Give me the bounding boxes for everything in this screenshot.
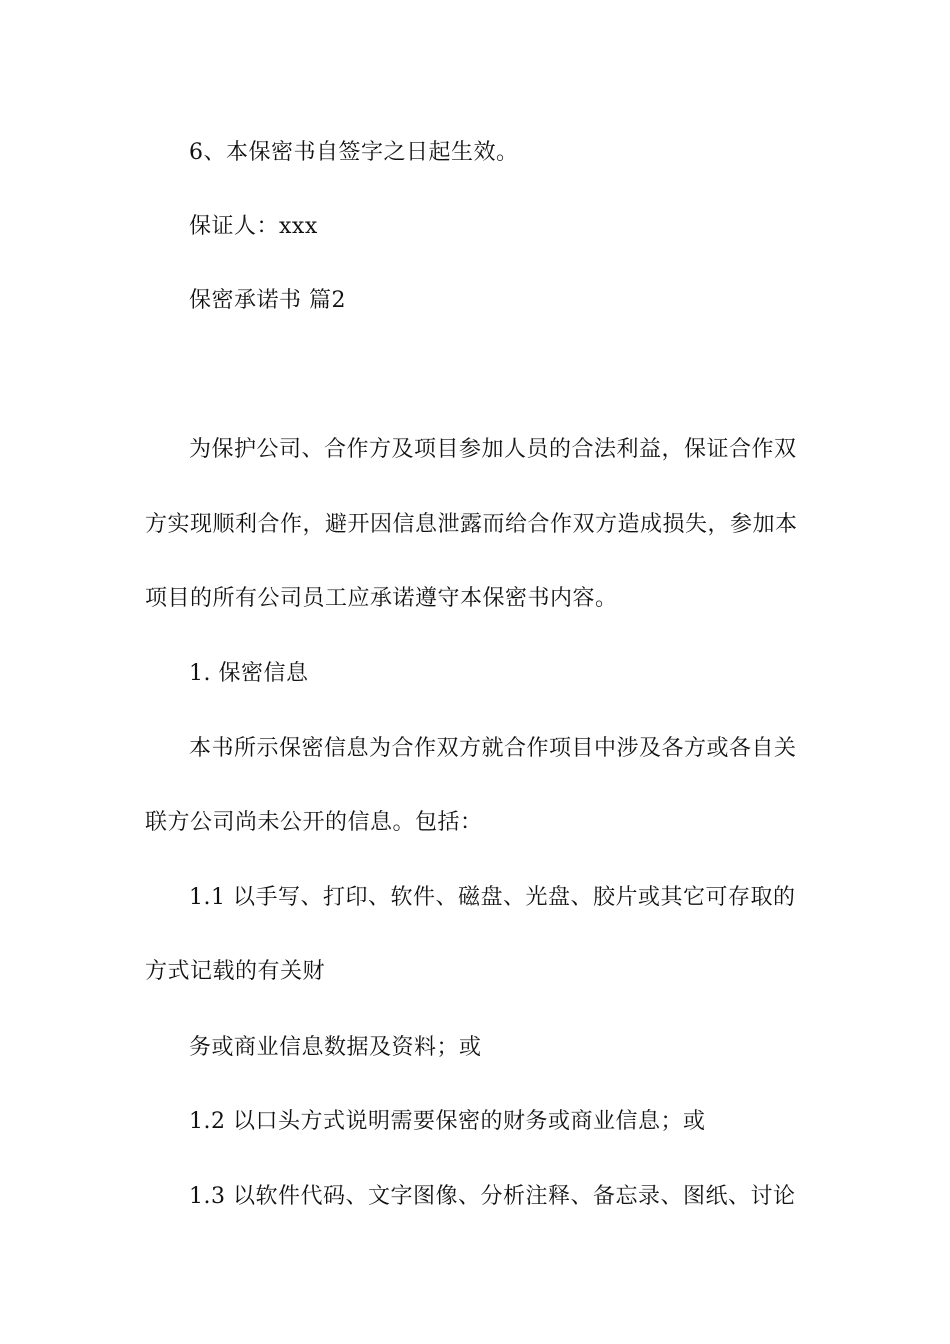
paragraph-line: 联方公司尚未公开的信息。包括： — [145, 810, 483, 835]
guarantor-line: 保证人：xxx — [189, 214, 318, 239]
section-title: 保密承诺书 篇2 — [189, 288, 346, 313]
paragraph-line: 项目的所有公司员工应承诺遵守本保密书内容。 — [145, 586, 618, 611]
paragraph-line: 方式记载的有关财 — [145, 959, 326, 984]
list-item-1-2: 1.2 以口头方式说明需要保密的财务或商业信息；或 — [189, 1109, 706, 1134]
paragraph-line: 务或商业信息数据及资料；或 — [189, 1035, 482, 1060]
clause-6-effective: 6、本保密书自签字之日起生效。 — [189, 140, 519, 165]
paragraph-line: 方实现顺利合作，避开因信息泄露而给合作双方造成损失，参加本 — [145, 512, 798, 537]
paragraph-line: 本书所示保密信息为合作双方就合作项目中涉及各方或各自关 — [189, 736, 797, 761]
list-item-1-1: 1.1 以手写、打印、软件、磁盘、光盘、胶片或其它可存取的 — [189, 885, 796, 910]
list-item-1-3: 1.3 以软件代码、文字图像、分析注释、备忘录、图纸、讨论 — [189, 1184, 796, 1209]
paragraph-line: 为保护公司、合作方及项目参加人员的合法利益，保证合作双 — [189, 437, 797, 462]
heading-confidential-info: 1. 保密信息 — [189, 661, 309, 686]
